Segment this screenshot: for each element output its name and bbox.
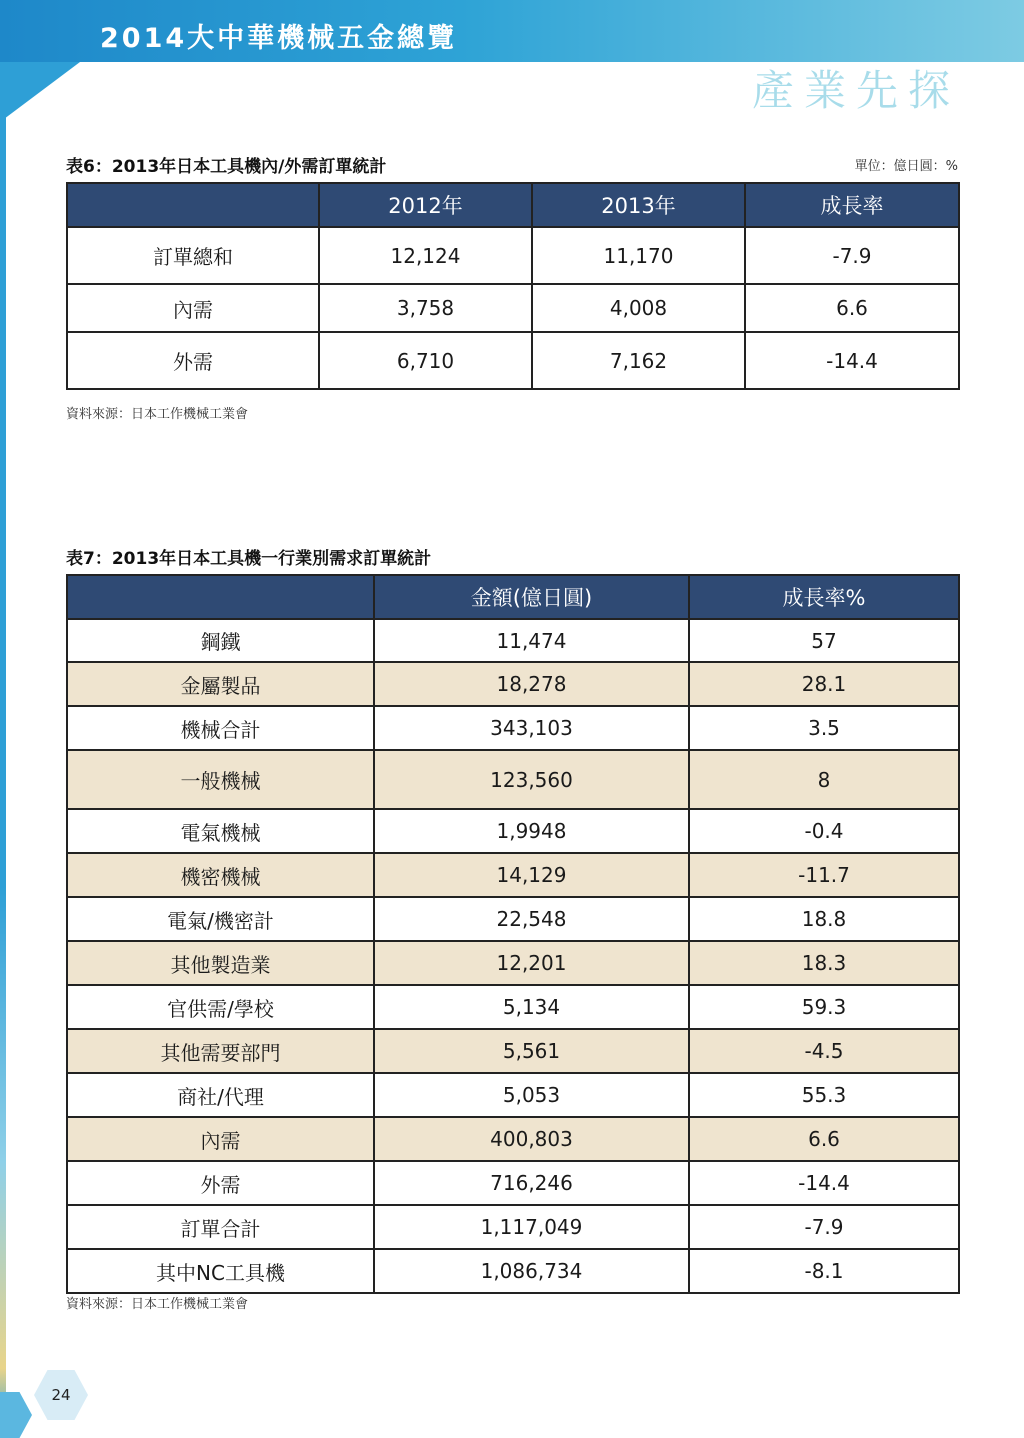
hexagon-decoration: [0, 1392, 32, 1438]
table-row: [67, 1249, 959, 1293]
table7-header-cell: 成長率%: [689, 575, 959, 619]
cell-growth: 8: [689, 750, 959, 809]
cell-growth: -14.4: [689, 1161, 959, 1205]
table-row: [67, 706, 959, 750]
cell-2012: 3,758: [319, 284, 532, 332]
row-label: 鋼鐵: [67, 619, 374, 662]
cell-amount: 400,803: [374, 1117, 689, 1161]
table6-caption: 表6：2013年日本工具機內/外需訂單統計: [66, 157, 387, 177]
cell-growth: 18.8: [689, 897, 959, 941]
table6-header-cell: 2013年: [532, 183, 745, 227]
corner-decoration: [0, 62, 80, 122]
page-number: 24: [51, 1386, 71, 1404]
table-row: [67, 1205, 959, 1249]
table6-header-cell: 成長率: [745, 183, 959, 227]
row-label: 官供需/學校: [67, 985, 374, 1029]
row-label: 訂單總和: [67, 227, 319, 284]
cell-growth: 18.3: [689, 941, 959, 985]
table7-header-cell: 金額(億日圓): [374, 575, 689, 619]
table6-source: 資料來源：日本工作機械工業會: [66, 407, 249, 422]
cell-amount: 5,053: [374, 1073, 689, 1117]
cell-growth: 55.3: [689, 1073, 959, 1117]
table6-header-cell: [67, 183, 319, 227]
cell-amount: 5,134: [374, 985, 689, 1029]
row-label: 內需: [67, 1117, 374, 1161]
cell-growth: 6.6: [745, 284, 959, 332]
cell-growth: 57: [689, 619, 959, 662]
cell-growth: 6.6: [689, 1117, 959, 1161]
row-label: 訂單合計: [67, 1205, 374, 1249]
section-title: 產業先探: [751, 66, 960, 115]
row-label: 機械合計: [67, 706, 374, 750]
table-row: [67, 619, 959, 662]
table-row: [67, 227, 959, 284]
cell-growth: 28.1: [689, 662, 959, 706]
table-row: [67, 284, 959, 332]
left-edge-bar: [0, 62, 6, 1437]
cell-2013: 11,170: [532, 227, 745, 284]
cell-amount: 1,9948: [374, 809, 689, 853]
publication-title: 2014大中華機械五金總覽: [100, 23, 458, 54]
row-label: 一般機械: [67, 750, 374, 809]
row-label: 電氣機械: [67, 809, 374, 853]
table-row: [67, 985, 959, 1029]
cell-amount: 11,474: [374, 619, 689, 662]
table7-caption: 表7：2013年日本工具機一行業別需求訂單統計: [66, 549, 432, 569]
table-row: [67, 1117, 959, 1161]
cell-2012: 12,124: [319, 227, 532, 284]
row-label: 金屬製品: [67, 662, 374, 706]
cell-growth: 59.3: [689, 985, 959, 1029]
cell-2013: 4,008: [532, 284, 745, 332]
cell-amount: 343,103: [374, 706, 689, 750]
cell-growth: -8.1: [689, 1249, 959, 1293]
table-row: [67, 1161, 959, 1205]
cell-growth: -0.4: [689, 809, 959, 853]
cell-amount: 12,201: [374, 941, 689, 985]
cell-amount: 716,246: [374, 1161, 689, 1205]
cell-growth: 3.5: [689, 706, 959, 750]
table6: [66, 182, 960, 390]
table-row: [67, 1073, 959, 1117]
row-label: 外需: [67, 1161, 374, 1205]
cell-amount: 5,561: [374, 1029, 689, 1073]
row-label: 其中NC工具機: [67, 1249, 374, 1293]
row-label: 其他製造業: [67, 941, 374, 985]
row-label: 外需: [67, 332, 319, 389]
table-row: [67, 332, 959, 389]
table-row: [67, 897, 959, 941]
cell-growth: -7.9: [745, 227, 959, 284]
cell-growth: -11.7: [689, 853, 959, 897]
table7-header-cell: [67, 575, 374, 619]
cell-amount: 1,086,734: [374, 1249, 689, 1293]
table-row: [67, 941, 959, 985]
cell-amount: 22,548: [374, 897, 689, 941]
cell-2012: 6,710: [319, 332, 532, 389]
cell-amount: 14,129: [374, 853, 689, 897]
cell-amount: 1,117,049: [374, 1205, 689, 1249]
cell-growth: -14.4: [745, 332, 959, 389]
cell-amount: 18,278: [374, 662, 689, 706]
table7-header-row: [67, 575, 959, 619]
cell-2013: 7,162: [532, 332, 745, 389]
table6-header-cell: 2012年: [319, 183, 532, 227]
row-label: 商社/代理: [67, 1073, 374, 1117]
table6-header-row: [67, 183, 959, 227]
table-row: [67, 662, 959, 706]
table-row: [67, 809, 959, 853]
row-label: 內需: [67, 284, 319, 332]
cell-growth: -7.9: [689, 1205, 959, 1249]
table7-source: 資料來源：日本工作機械工業會: [66, 1297, 249, 1312]
table-row: [67, 750, 959, 809]
table-row: [67, 1029, 959, 1073]
table-row: [67, 853, 959, 897]
table6-unit: 單位：億日圓：%: [854, 159, 958, 174]
table7: [66, 574, 960, 1294]
row-label: 其他需要部門: [67, 1029, 374, 1073]
cell-amount: 123,560: [374, 750, 689, 809]
row-label: 機密機械: [67, 853, 374, 897]
cell-growth: -4.5: [689, 1029, 959, 1073]
row-label: 電氣/機密計: [67, 897, 374, 941]
